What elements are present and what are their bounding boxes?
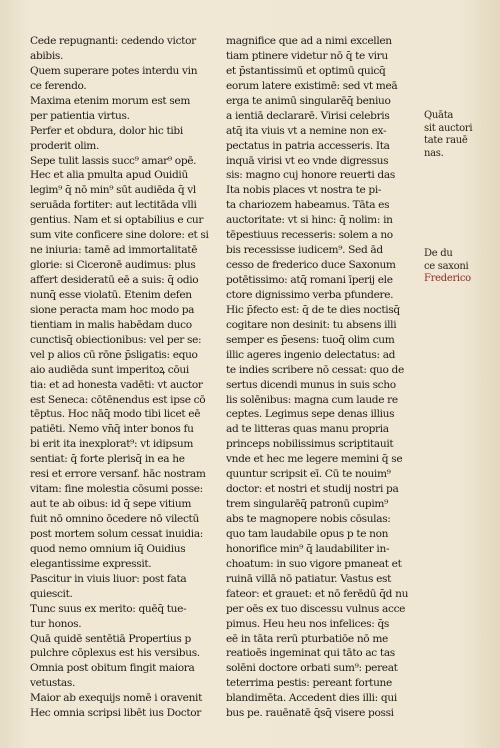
text-line: quiescit.	[30, 587, 73, 600]
text-line: honorifice min⁹ q̄ laudabiliter in-	[226, 542, 390, 555]
text-line: post mortem solum cessat inuidia:	[30, 527, 204, 540]
text-line: sentiat: q̄ forte plerisq̄ in ea he	[30, 453, 185, 466]
text-line: sis: magno cuj honore reuerti das	[226, 169, 395, 182]
text-line: quod nemo omnium iq̄ Ouidius	[30, 542, 186, 555]
text-line: vel p alios cū rōne p̄sligatis: equo	[30, 348, 198, 361]
text-line: fateor: et grauet: et nō ferēdū q̄d nu	[226, 587, 409, 600]
text-line: Hec omnia scripsi libēt ius Doctor	[30, 707, 201, 720]
text-line: vitam: fine molestia cōsumi posse:	[30, 483, 203, 496]
text-line: doctor: et nostri et studij nostri pa	[226, 483, 399, 496]
text-line: Ita nobis places vt nostra te pi-	[226, 184, 382, 197]
text-line: potētissimo: atq̄ romani īperij ele	[226, 274, 393, 286]
text-line: tia: et ad honesta vadēti: vt auctor	[30, 378, 203, 391]
text-line: gentius. Nam et si optabilius e cur	[30, 214, 204, 227]
left-text-column	[30, 34, 225, 721]
text-line: elegantissime expressit.	[30, 557, 152, 570]
text-line: sertus dicendi munus in suis scho	[226, 378, 396, 391]
text-line: Cede repugnanti: cedendo victor	[30, 35, 196, 47]
text-line: pectatus in patria accesseris. Ita	[226, 139, 390, 152]
text-line: aio audiēda sunt imperitoꝝ cōui	[30, 363, 189, 376]
text-line: a ientiā declararē. Virisi celebris	[226, 109, 390, 122]
text-line: auctoritate: vt si hinc: q̄ nolim: in	[226, 214, 393, 227]
text-line: Maior ab exequijs nomē i oravenit	[30, 692, 202, 705]
text-line: est Seneca: cōtēnendus est ipse cō	[30, 393, 206, 406]
text-line: pulchre cōplexus est his versibus.	[30, 647, 200, 660]
text-line: eorum latere existimē: sed vt meā	[226, 79, 398, 92]
text-line: abibis.	[30, 49, 64, 62]
margin-note-line: Quāta	[424, 110, 454, 121]
text-line: reatioēs ingeminat qui tāto ac tas	[226, 647, 395, 660]
text-line: tur honos.	[30, 617, 82, 630]
text-line: per patientia virtus.	[30, 109, 130, 122]
text-line: ceptes. Legimus sepe denas illius	[226, 408, 395, 421]
text-line: ta chariozem habeamus. Tāta es	[226, 199, 390, 212]
text-line: quo tam laudabile opus p te non	[226, 527, 389, 540]
margin-note-line: De du	[424, 248, 453, 259]
text-line: tientiam in malis habēdam duco	[30, 318, 192, 331]
text-line: ce ferendo.	[30, 79, 87, 92]
text-line: te indies scribere nō cessat: quo de	[226, 363, 404, 376]
margin-note-quanta	[424, 110, 472, 160]
text-line: tiam ptinere videtur nō q̄ te viru	[226, 49, 388, 62]
text-line: seruāda fortiter: aut lectitāda vlli	[30, 199, 197, 212]
text-line: trem singularēq̄ patronū cupim⁹	[226, 498, 388, 511]
margin-note-line: nas.	[424, 147, 444, 159]
text-line: cunctisq̄ obiectionibus: vel per se:	[30, 333, 202, 346]
text-line: sione peracta mam hoc modo pa	[30, 303, 195, 316]
margin-note-frederico	[424, 248, 471, 286]
text-line: pimus. Heu heu nos infelices: q̄s	[226, 617, 389, 630]
text-line: magnifice que ad a nimi excellen	[226, 35, 392, 47]
text-line: affert desideratū eē a suis: q̄ odio	[30, 274, 199, 286]
text-line: bi erit ita inexplorat⁹: vt idipsum	[30, 438, 194, 451]
text-line: ctore dignissimo verba pfundere.	[226, 288, 394, 301]
text-line: Maxima etenim morum est sem	[30, 94, 191, 107]
text-line: Sepe tulit lassis succ⁹ amar⁹ opē.	[30, 154, 197, 167]
text-line: resi et errore versanf. hāc nostram	[30, 468, 206, 481]
text-line: Pascitur in viuis liuor: post fata	[30, 572, 187, 585]
text-line: Quā quidē sentētiā Propertius p	[30, 632, 191, 645]
text-line: bus pe. rauēnatē q̄sq̄ visere possi	[226, 707, 394, 720]
text-line: abs te magnopere nobis cōsulas:	[226, 513, 391, 525]
text-line: aut te ab oibus: id q̄ sepe vitium	[30, 498, 192, 511]
text-line: fuit nō omnino ōcedere nō vilectū	[30, 513, 199, 525]
text-line: et p̄stantissimū et optimū quicq̄	[226, 64, 386, 77]
text-line: semper es p̄esens: tuoq̄ olim cum	[226, 333, 395, 346]
text-line: legim⁹ q̄ nō min⁹ sūt audiēda q̄ vl	[30, 184, 196, 197]
text-line: patiēti. Nemo vn̄q̄ inter bonos fu	[30, 423, 194, 436]
text-line: per oēs ex tuo discessu vulnus acce	[226, 602, 406, 615]
text-line: Perfer et obdura, dolor hic tibi	[30, 124, 183, 137]
margin-note-line: tate rauē	[424, 135, 468, 146]
text-line: choatum: in suo vigore pmaneat et	[226, 557, 402, 570]
text-line: glorie: si Ciceronē audimus: plus	[30, 259, 196, 272]
text-line: ad te litteras quas manu propria	[226, 423, 389, 436]
text-line: vetustas.	[30, 677, 75, 690]
text-line: Omnia post obitum fingit maiora	[30, 662, 195, 675]
right-text-column	[226, 34, 422, 721]
margin-note-line: Frederico	[424, 273, 471, 284]
text-line: bis recessisse iudicem⁹. Sed ād	[226, 244, 383, 257]
text-line: sum vite conficere sine dolore: et si	[30, 229, 209, 242]
text-line: Hec et alia pmulta apud Ouidiū	[30, 169, 188, 182]
text-line: Tunc suus ex merito: quēq̄ tue-	[30, 602, 187, 615]
text-line: atq̄ ita viuis vt a nemine non ex-	[226, 124, 387, 137]
text-line: ruinā villā nō patiatur. Vastus est	[226, 572, 391, 585]
margin-note-line: ce saxoni	[424, 260, 469, 272]
text-line: quuntur scripsit eī. Cū te nouim⁹	[226, 468, 391, 481]
text-line: erga te animū singularēq̄ beniuo	[226, 94, 391, 107]
text-line: eē in tāta rerū pturbatiōe nō me	[226, 632, 388, 645]
text-line: solēni doctore orbati sum⁹: pereat	[226, 662, 398, 675]
text-line: cogitare non desinit: tu absens illi	[226, 318, 397, 331]
text-line: proderit olim.	[30, 139, 100, 152]
text-line: illic ageres ingenio delectatus: ad	[226, 348, 396, 361]
text-line: ne iniuria: tamē ad immortalitatē	[30, 244, 198, 257]
text-line: tēpestiuus recesseris: solem a no	[226, 229, 393, 242]
text-line: vnde et hec me legere memini q̄ se	[226, 453, 403, 466]
text-line: princeps nobilissimus scriptitauit	[226, 438, 394, 451]
text-line: Hic p̄fecto est: q̄ de te dies noctisq̄	[226, 303, 400, 316]
text-line: tēptus. Hoc nāq̄ modo tibi licet eē	[30, 408, 201, 421]
text-line: nunq̄ esse violatū. Etenim defen	[30, 288, 192, 301]
text-line: blandimēta. Accedent dies illi: qui	[226, 692, 397, 705]
text-line: inquā virisi vt eo vnde digressus	[226, 154, 389, 167]
text-line: Quem superare potes interdu vin	[30, 64, 198, 77]
margin-note-line: sit auctori	[424, 122, 473, 134]
text-line: lis solēnibus: magna cum laude re	[226, 393, 398, 406]
text-line: cesso de frederico duce Saxonum	[226, 259, 396, 272]
text-line: teterrima pestis: pereant fortune	[226, 677, 392, 690]
